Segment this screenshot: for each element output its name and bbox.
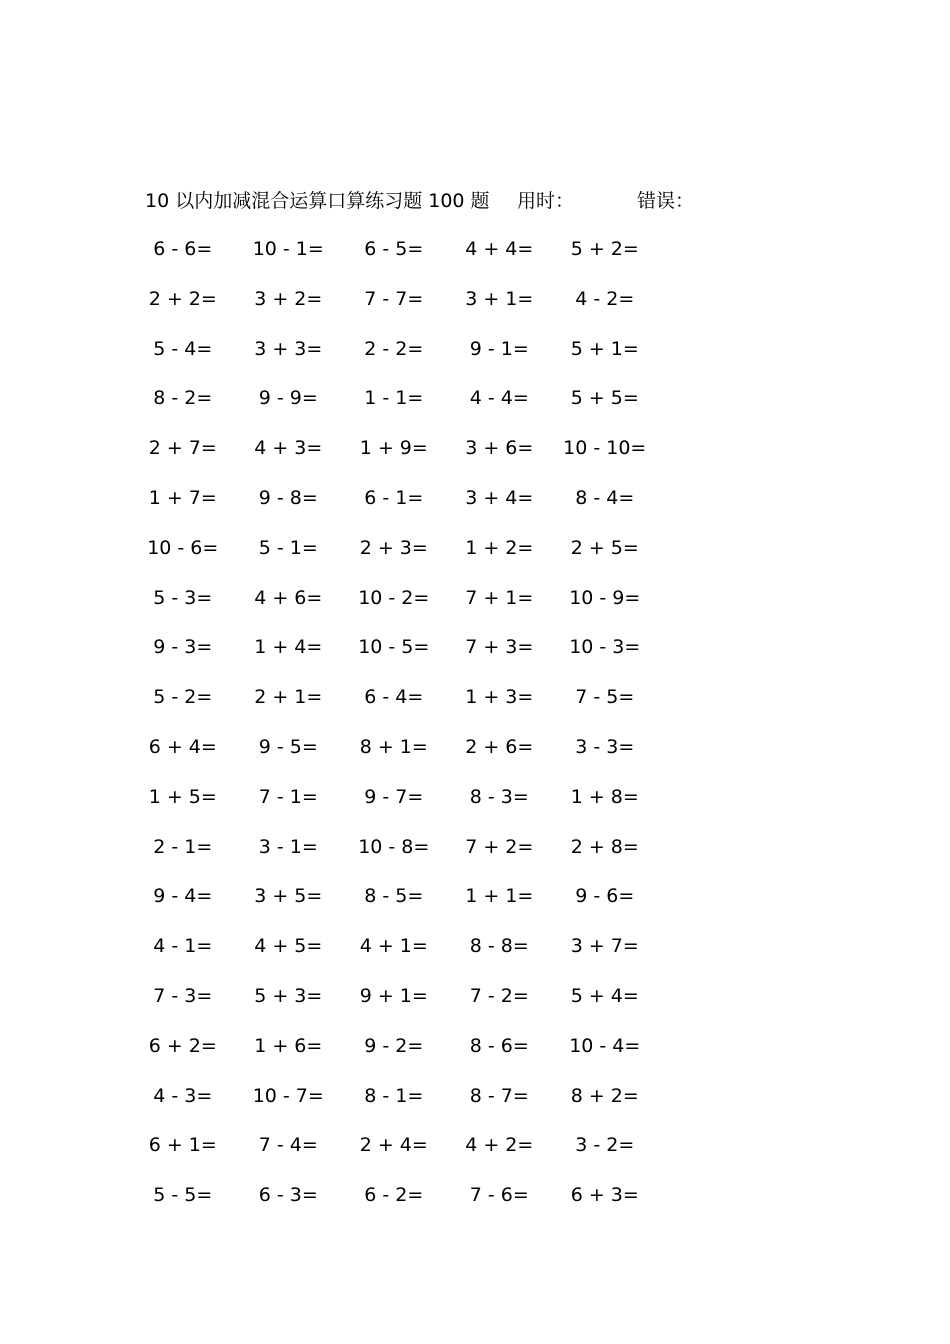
problem-item: 10 - 9= bbox=[569, 586, 641, 609]
problem-item: 7 - 2= bbox=[469, 984, 529, 1007]
problem-item: 9 - 4= bbox=[153, 885, 213, 908]
problem-item: 4 + 5= bbox=[254, 935, 323, 958]
problem-item: 4 - 1= bbox=[153, 935, 213, 958]
problem-item: 8 - 7= bbox=[469, 1084, 529, 1107]
problem-item: 5 - 3= bbox=[153, 586, 213, 609]
problem-row bbox=[130, 1180, 690, 1230]
problem-row bbox=[130, 533, 690, 583]
problem-item: 7 + 1= bbox=[465, 586, 534, 609]
problem-item: 10 - 1= bbox=[252, 238, 324, 260]
problem-item: 4 - 2= bbox=[575, 287, 635, 310]
problem-item: 8 + 2= bbox=[570, 1084, 639, 1107]
problem-item: 1 + 9= bbox=[359, 437, 428, 460]
problem-item: 10 - 10= bbox=[563, 437, 647, 460]
time-used-label: 用时： bbox=[517, 190, 575, 212]
problem-item: 9 - 1= bbox=[469, 337, 529, 360]
problem-row bbox=[130, 1130, 690, 1180]
problem-item: 5 + 4= bbox=[570, 984, 639, 1007]
problem-item: 4 + 6= bbox=[254, 586, 323, 609]
problem-item: 3 - 2= bbox=[575, 1134, 635, 1157]
problem-item: 9 - 6= bbox=[575, 885, 635, 908]
problem-row bbox=[130, 1031, 690, 1081]
problem-item: 8 - 4= bbox=[575, 486, 635, 509]
problem-item: 10 - 6= bbox=[147, 536, 219, 559]
problem-row bbox=[130, 881, 690, 931]
problem-item: 3 + 5= bbox=[254, 885, 323, 908]
problem-item: 3 + 6= bbox=[465, 437, 534, 460]
problem-item: 5 + 2= bbox=[570, 238, 639, 260]
problem-item: 2 + 8= bbox=[570, 835, 639, 858]
problem-item: 3 + 3= bbox=[254, 337, 323, 360]
problem-item: 2 + 5= bbox=[570, 536, 639, 559]
problem-item: 10 - 2= bbox=[358, 586, 430, 609]
problem-item: 5 + 1= bbox=[570, 337, 639, 360]
problem-item: 8 - 2= bbox=[153, 387, 213, 410]
problem-item: 9 - 9= bbox=[258, 387, 318, 410]
problem-item: 8 + 1= bbox=[359, 735, 428, 758]
problem-item: 2 - 2= bbox=[364, 337, 424, 360]
problem-item: 3 + 7= bbox=[570, 935, 639, 958]
problem-row bbox=[130, 433, 690, 483]
problem-item: 7 - 1= bbox=[258, 785, 318, 808]
problem-item: 3 - 1= bbox=[258, 835, 318, 858]
problem-item: 2 - 1= bbox=[153, 835, 213, 858]
problem-item: 9 + 1= bbox=[359, 984, 428, 1007]
problem-row bbox=[130, 583, 690, 633]
problem-row bbox=[130, 931, 690, 981]
problem-item: 5 + 3= bbox=[254, 984, 323, 1007]
problem-row bbox=[130, 334, 690, 384]
problem-row bbox=[130, 682, 690, 732]
problem-item: 2 + 3= bbox=[359, 536, 428, 559]
problem-item: 10 - 7= bbox=[252, 1084, 324, 1107]
problem-item: 10 - 5= bbox=[358, 636, 430, 659]
problem-item: 1 + 4= bbox=[254, 636, 323, 659]
problem-item: 2 + 7= bbox=[148, 437, 217, 460]
problem-item: 4 + 3= bbox=[254, 437, 323, 460]
problem-item: 1 + 7= bbox=[148, 486, 217, 509]
problem-item: 8 - 3= bbox=[469, 785, 529, 808]
problem-item: 4 - 3= bbox=[153, 1084, 213, 1107]
problem-grid bbox=[130, 234, 690, 1230]
problem-item: 5 - 2= bbox=[153, 686, 213, 709]
problem-item: 3 + 2= bbox=[254, 287, 323, 310]
problem-item: 6 - 4= bbox=[364, 686, 424, 709]
problem-item: 7 - 3= bbox=[153, 984, 213, 1007]
problem-item: 3 - 3= bbox=[575, 735, 635, 758]
errors-label: 错误： bbox=[637, 190, 695, 212]
problem-row bbox=[130, 284, 690, 334]
problem-item: 10 - 4= bbox=[569, 1034, 641, 1057]
problem-row bbox=[130, 383, 690, 433]
worksheet-title: 10 以内加减混合运算口算练习题 100 题 bbox=[145, 190, 490, 212]
problem-item: 6 - 1= bbox=[364, 486, 424, 509]
problem-item: 6 - 6= bbox=[153, 238, 213, 260]
problem-item: 6 + 1= bbox=[148, 1134, 217, 1157]
problem-item: 4 - 4= bbox=[469, 387, 529, 410]
problem-row bbox=[130, 1081, 690, 1131]
problem-row bbox=[130, 732, 690, 782]
problem-row bbox=[130, 483, 690, 533]
problem-item: 10 - 3= bbox=[569, 636, 641, 659]
problem-item: 7 - 7= bbox=[364, 287, 424, 310]
problem-item: 6 - 3= bbox=[258, 1184, 318, 1207]
problem-item: 1 + 3= bbox=[465, 686, 534, 709]
problem-item: 8 - 5= bbox=[364, 885, 424, 908]
problem-item: 8 - 1= bbox=[364, 1084, 424, 1107]
problem-row bbox=[130, 234, 690, 284]
problem-item: 3 + 4= bbox=[465, 486, 534, 509]
problem-item: 7 - 6= bbox=[469, 1184, 529, 1207]
problem-item: 1 + 2= bbox=[465, 536, 534, 559]
problem-item: 7 - 5= bbox=[575, 686, 635, 709]
problem-row bbox=[130, 782, 690, 832]
problem-item: 9 - 3= bbox=[153, 636, 213, 659]
problem-item: 7 + 2= bbox=[465, 835, 534, 858]
problem-item: 6 + 2= bbox=[148, 1034, 217, 1057]
problem-row bbox=[130, 981, 690, 1031]
problem-item: 7 - 4= bbox=[258, 1134, 318, 1157]
problem-item: 1 - 1= bbox=[364, 387, 424, 410]
problem-item: 6 + 3= bbox=[570, 1184, 639, 1207]
problem-item: 10 - 8= bbox=[358, 835, 430, 858]
problem-item: 3 + 1= bbox=[465, 287, 534, 310]
problem-item: 4 + 1= bbox=[359, 935, 428, 958]
problem-item: 9 - 5= bbox=[258, 735, 318, 758]
problem-item: 6 - 5= bbox=[364, 238, 424, 260]
problem-item: 1 + 5= bbox=[148, 785, 217, 808]
problem-item: 7 + 3= bbox=[465, 636, 534, 659]
problem-item: 8 - 6= bbox=[469, 1034, 529, 1057]
problem-item: 5 - 5= bbox=[153, 1184, 213, 1207]
problem-item: 1 + 8= bbox=[570, 785, 639, 808]
problem-item: 9 - 8= bbox=[258, 486, 318, 509]
problem-item: 6 - 2= bbox=[364, 1184, 424, 1207]
problem-item: 9 - 2= bbox=[364, 1034, 424, 1057]
problem-item: 4 + 4= bbox=[465, 238, 534, 260]
problem-item: 2 + 4= bbox=[359, 1134, 428, 1157]
problem-item: 4 + 2= bbox=[465, 1134, 534, 1157]
problem-item: 2 + 2= bbox=[148, 287, 217, 310]
problem-item: 2 + 1= bbox=[254, 686, 323, 709]
problem-row bbox=[130, 632, 690, 682]
problem-item: 6 + 4= bbox=[148, 735, 217, 758]
problem-item: 1 + 1= bbox=[465, 885, 534, 908]
worksheet-header bbox=[145, 186, 765, 216]
problem-item: 1 + 6= bbox=[254, 1034, 323, 1057]
problem-item: 5 - 4= bbox=[153, 337, 213, 360]
problem-item: 5 + 5= bbox=[570, 387, 639, 410]
problem-item: 5 - 1= bbox=[258, 536, 318, 559]
problem-item: 2 + 6= bbox=[465, 735, 534, 758]
problem-item: 8 - 8= bbox=[469, 935, 529, 958]
problem-item: 9 - 7= bbox=[364, 785, 424, 808]
problem-row bbox=[130, 832, 690, 882]
